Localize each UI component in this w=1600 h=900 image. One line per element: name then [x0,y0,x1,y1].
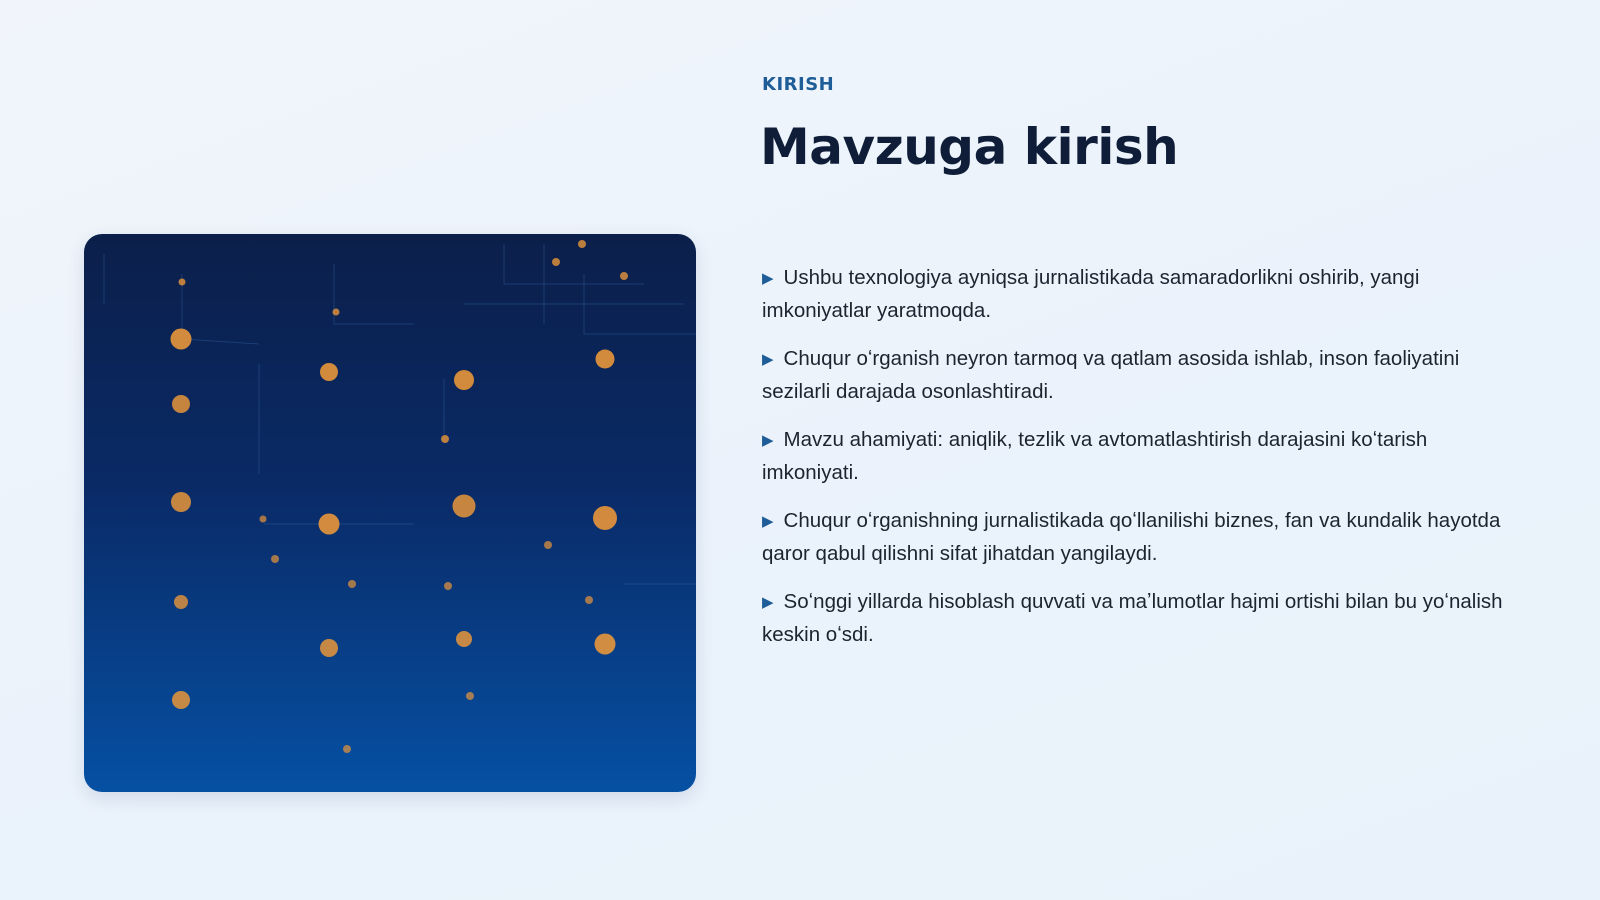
bullet-text: Chuqur oʻrganishning jurnalistikada qoʻllanilishi biznes, fan va kundalik hayotda qaror qabul qilishni sifat jihatdan yangilaydi. [762,509,1501,565]
section-kicker: KIRISH [762,74,835,95]
bullet-arrow-icon: ▶ [762,432,774,449]
neural-network-illustration [84,234,696,792]
bullet-arrow-icon: ▶ [762,351,774,368]
network-nodes [171,240,629,753]
bullet-arrow-icon: ▶ [762,270,774,287]
bullet-text: Mavzu ahamiyati: aniqlik, tezlik va avtomatlashtirish darajasini koʻtarish imkoniyati. [762,428,1428,484]
bullet-arrow-icon: ▶ [762,513,774,530]
bullet-arrow-icon: ▶ [762,594,774,611]
bullet-item [762,586,1522,650]
bullet-item [762,343,1522,407]
network-graphic [84,234,696,792]
bullet-text: Soʻnggi yillarda hisoblash quvvati va maʼlumotlar hajmi ortishi bilan bu yoʻnalish keskin oʻsdi. [762,590,1503,646]
bullet-text: Ushbu texnologiya ayniqsa jurnalistikada samaradorlikni oshirib, yangi imkoniyatlar yaratmoqda. [762,266,1420,322]
bullet-item [762,424,1522,488]
slide-title: Mavzuga kirish [760,118,1179,176]
bullet-item [762,505,1522,569]
bullet-item [762,262,1522,326]
circuit-lines [104,244,696,584]
bullet-text: Chuqur oʻrganish neyron tarmoq va qatlam asosida ishlab, inson faoliyatini sezilarli darajada osonlashtiradi. [762,347,1460,403]
bullet-list [762,262,1522,667]
